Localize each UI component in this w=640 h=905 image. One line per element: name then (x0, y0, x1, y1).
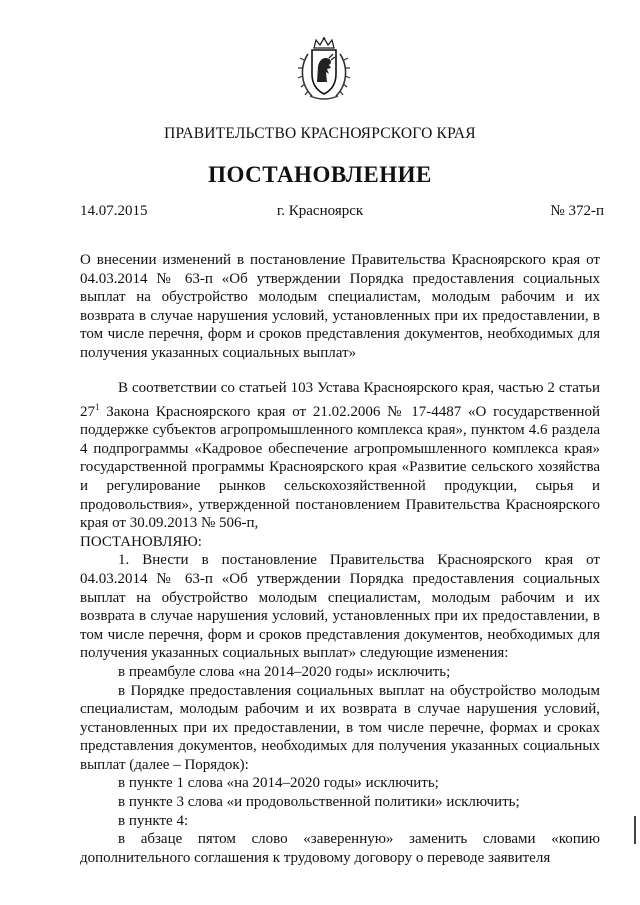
preamble-text-start: В соответствии со статьей 103 Устава Красноярского края, частью 2 статьи 27 (80, 380, 600, 420)
document-subject: О внесении изменений в постановление Правительства Красноярского края от 04.03.2014 № 63-п «Об утверждении Порядка предоставления социальных выплат на обустройство молодым специалистам, молодым рабочим и их возврата в случае нарушения условий, установленных при их предоставлении, в том числе перечня, форм и сроков представления документов, необходимых для получения указанных социальных выплат» (80, 252, 600, 361)
point-3-change-item: в пункте 3 слова «и продовольственной политики» исключить; (118, 794, 520, 811)
decree-word: ПОСТАНОВЛЯЮ: (80, 533, 202, 550)
government-name: ПРАВИТЕЛЬСТВО КРАСНОЯРСКОГО КРАЯ (164, 125, 476, 142)
preamble-paragraph (80, 379, 600, 533)
point-4-heading: в пункте 4: (118, 812, 189, 829)
clause-1-paragraph: 1. Внести в постановление Правительства Красноярского края от 04.03.2014 № 63-п «Об утверждении Порядка предоставления социальных выплат на обустройство молодым специалистам, молодым рабочим и их возврата в случае нарушения условий, установленных при их предоставлении, в том числе перечня, форм и сроков представления документов, необходимых для получения указанных социальных выплат» следующие изменения: (80, 552, 600, 662)
document-date: 14.07.2015 (80, 203, 148, 219)
paragraph-5-change-item: в абзаце пятом слово «заверенную» заменить словами «копию дополнительного соглашения к трудовому договору о переводе заявителя (80, 831, 600, 866)
document-body (80, 379, 600, 867)
article-superscript: 1 (95, 401, 100, 412)
preamble-change-item: в преамбуле слова «на 2014–2020 годы» исключить; (118, 663, 451, 680)
order-change-paragraph: в Порядке предоставления социальных выплат на обустройство молодым специалистам, молодым рабочим и их возврата в случае нарушения условий, установленных при их предоставлении, в том числе перечне, формах и сроках представления документов, необходимых для получения указанных социальных выплат (далее – Порядок): (80, 682, 600, 773)
document-type-title: ПОСТАНОВЛЕНИЕ (208, 162, 432, 187)
point-1-change-item: в пункте 1 слова «на 2014–2020 годы» исключить; (118, 775, 439, 792)
scan-edge-mark (634, 816, 636, 844)
document-number: № 372-п (550, 203, 604, 219)
coat-of-arms-icon (296, 36, 352, 102)
preamble-text-end: Закона Красноярского края от 21.02.2006 № 17-4487 «О государственной поддержке субъектов агропромышленного комплекса края», пунктом 4.6 раздела 4 подпрограммы «Кадровое обеспечение агропромышленного комплекса края» государственной программы Красноярского края «Развитие сельского хозяйства и регулирование рынков сельскохозяйственной продукции, сырья и продовольствия», утвержденной постановлением Правительства Красноярского края от 30.09.2013 № 506-п, (80, 403, 600, 532)
document-city: г. Красноярск (276, 203, 364, 219)
